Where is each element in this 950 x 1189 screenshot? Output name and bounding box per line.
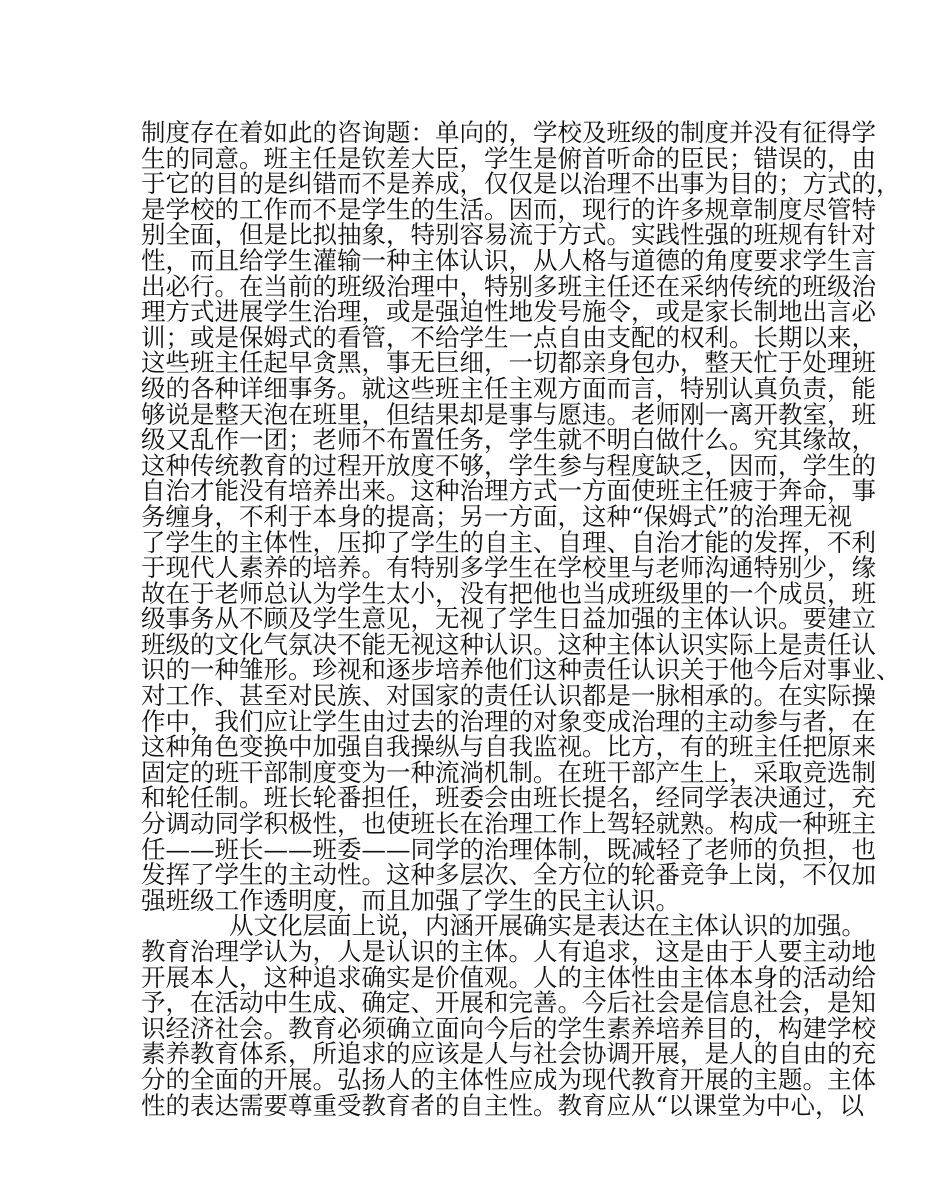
text-line: 生的同意。班主任是钦差大臣，学生是俯首听命的臣民；错误的，由 (141, 143, 876, 173)
text-line: 素养教育体系，所追求的应该是人与社会协调开展，是人的自由的充 (141, 1039, 876, 1069)
text-line: 性的表达需要尊重受教育者的自主性。教育应从“以课堂为中心，以 (141, 1090, 865, 1120)
text-line: 是学校的工作而不是学生的生活。因而，现行的许多规章制度尽管特 (141, 194, 876, 224)
text-line: 这种传统教育的过程开放度不够，学生参与程度缺乏，因而，学生的 (141, 450, 876, 480)
text-line: 这些班主任起早贪黑，事无巨细，一切都亲身包办，整天忙于处理班 (141, 348, 876, 378)
text-line: 制度存在着如此的咨询题：单向的，学校及班级的制度并没有征得学 (141, 118, 876, 147)
text-line: 出必行。在当前的班级治理中，特别多班主任还在采纳传统的班级治 (141, 271, 876, 301)
text-line: 予，在活动中生成、确定、开展和完善。今后社会是信息社会，是知 (141, 988, 876, 1018)
text-line: 强班级工作透明度，而且加强了学生的民主认识。 (141, 885, 680, 915)
text-line: 这种角色变换中加强自我操纵与自我监视。比方，有的班主任把原来 (141, 732, 876, 762)
text-line: 务缠身，不利于本身的提高；另一方面，这种“保姆式”的治理无视 (141, 501, 853, 531)
text-line: 分的全面的开展。弘扬人的主体性应成为现代教育开展的主题。主体 (141, 1064, 876, 1094)
text-line: 作中，我们应让学生由过去的治理的对象变成治理的主动参与者，在 (141, 706, 876, 736)
text-line: 级的各种详细事务。就这些班主任主观方面而言，特别认真负责，能 (141, 373, 876, 403)
text-line: 任——班长——班委——同学的治理体制，既减轻了老师的负担，也 (141, 834, 876, 864)
text-line: 训；或是保姆式的看管，不给学生一点自由支配的权利。长期以来， (141, 322, 876, 352)
text-line: 对工作、甚至对民族、对国家的责任认识都是一脉相承的。在实际操 (141, 681, 876, 711)
text-line: 固定的班干部制度变为一种流淌机制。在班干部产生上，采取竞选制 (141, 757, 876, 787)
text-line: 和轮任制。班长轮番担任，班委会由班长提名，经同学表决通过，充 (141, 783, 876, 813)
text-line: 级又乱作一团；老师不布置任务，学生就不明白做什么。究其缘故， (141, 425, 876, 455)
text-line: 教育治理学认为，人是认识的主体。人有追求，这是由于人要主动地 (141, 937, 876, 966)
text-line: 于现代人素养的培养。有特别多学生在学校里与老师沟通特别少，缘 (141, 553, 876, 583)
text-line: 够说是整天泡在班里，但结果却是事与愿违。老师刚一离开教室，班 (141, 399, 876, 429)
text-line: 于它的目的是纠错而不是养成，仅仅是以治理不出事为目的；方式的， (141, 169, 901, 199)
text-line: 自治才能没有培养出来。这种治理方式一方面使班主任疲于奔命，事 (141, 476, 876, 506)
paragraph-start-line: 从文化层面上说，内涵开展确实是表达在主体认识的加强。 (229, 911, 866, 941)
text-line: 开展本人，这种追求确实是价值观。人的主体性由主体本身的活动给 (141, 962, 876, 992)
text-line: 级事务从不顾及学生意见，无视了学生日益加强的主体认识。要建立 (141, 604, 876, 634)
text-line: 发挥了学生的主动性。这种多层次、全方位的轮番竞争上岗，不仅加 (141, 860, 876, 890)
body-text (141, 118, 901, 1120)
text-line: 识的一种雏形。珍视和逐步培养他们这种责任认识关于他今后对事业、 (141, 655, 901, 685)
text-line: 班级的文化气氛决不能无视这种认识。这种主体认识实际上是责任认 (141, 629, 876, 659)
text-line: 故在于老师总认为学生太小，没有把他也当成班级里的一个成员，班 (141, 578, 876, 608)
text-line: 理方式进展学生治理，或是强迫性地发号施令，或是家长制地出言必 (141, 297, 876, 327)
text-line: 了学生的主体性，压抑了学生的自主、自理、自治才能的发挥，不利 (141, 527, 876, 557)
text-line: 别全面，但是比拟抽象，特别容易流于方式。实践性强的班规有针对 (141, 220, 876, 250)
text-line: 性，而且给学生灌输一种主体认识，从人格与道德的角度要求学生言 (141, 245, 876, 275)
text-line: 识经济社会。教育必须确立面向今后的学生素养培养目的，构建学校 (141, 1013, 876, 1043)
text-line: 分调动同学积极性，也使班长在治理工作上驾轻就熟。构成一种班主 (141, 809, 876, 839)
